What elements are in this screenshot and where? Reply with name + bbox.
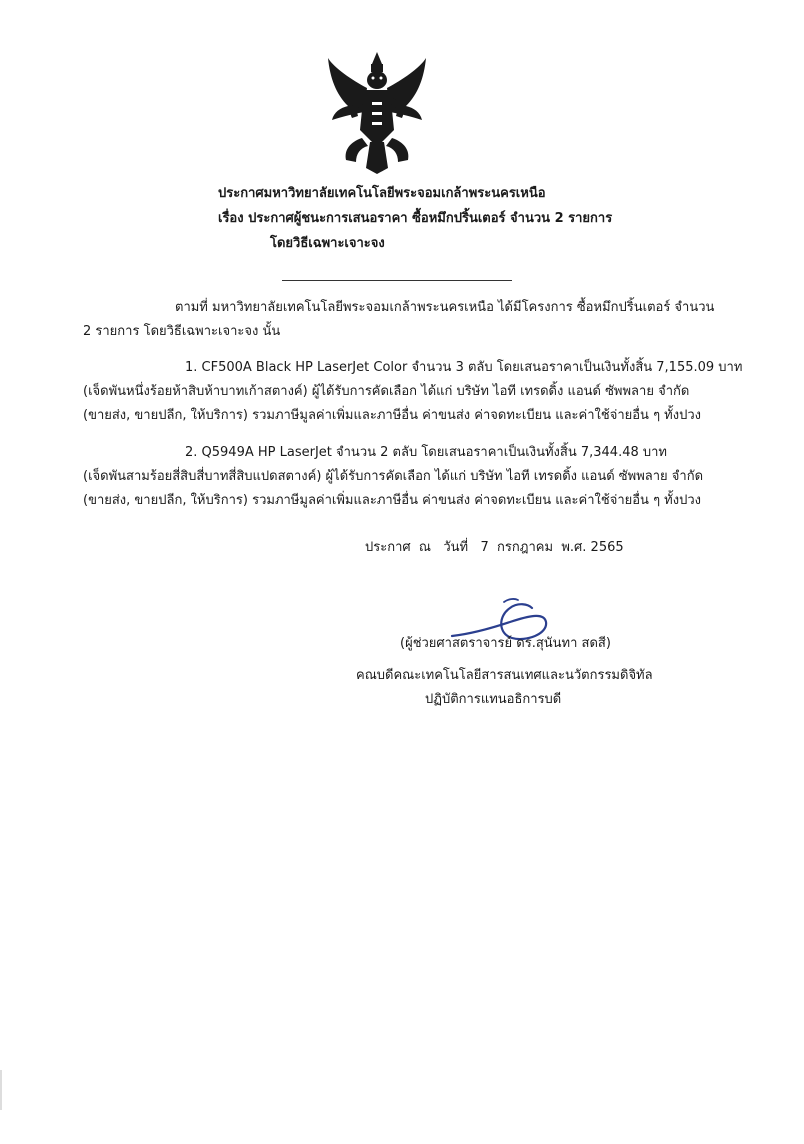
item-1-line-2: (เจ็ดพันหนึ่งร้อยห้าสิบห้าบาทเก้าสตางค์) ผู้ได้รับการคัดเลือก ได้แก่ บริษัท ไอที เทรดดิ้ง แอนด์ ซัพพลาย จำกัด xyxy=(83,384,690,399)
item-1-line-1: 1. CF500A Black HP LaserJet Color จำนวน 3 ตลับ โดยเสนอราคาเป็นเงินทั้งสิ้น 7,155.09 บาท xyxy=(185,360,743,375)
announcement-date: ประกาศ ณ วันที่ 7 กรกฎาคม พ.ศ. 2565 xyxy=(365,540,624,555)
item-1-line-3: (ขายส่ง, ขายปลีก, ให้บริการ) รวมภาษีมูลค่าเพิ่มและภาษีอื่น ค่าขนส่ง ค่าจดทะเบียน และค่าใช้จ่ายอื่น ๆ ทั้งปวง xyxy=(83,408,701,423)
header-method: โดยวิธีเฉพาะเจาะจง xyxy=(270,236,385,251)
item-2-line-2: (เจ็ดพันสามร้อยสี่สิบสี่บาทสี่สิบแปดสตางค์) ผู้ได้รับการคัดเลือก ได้แก่ บริษัท ไอที เทรดดิ้ง แอนด์ ซัพพลาย จำกัด xyxy=(83,469,704,484)
item-2-line-1: 2. Q5949A HP LaserJet จำนวน 2 ตลับ โดยเสนอราคาเป็นเงินทั้งสิ้น 7,344.48 บาท xyxy=(185,445,667,460)
signatory-acting-position: ปฏิบัติการแทนอธิการบดี xyxy=(425,692,562,707)
intro-line-2: 2 รายการ โดยวิธีเฉพาะเจาะจง นั้น xyxy=(83,324,281,339)
header-title: ประกาศมหาวิทยาลัยเทคโนโลยีพระจอมเกล้าพระนครเหนือ xyxy=(218,186,546,201)
garuda-emblem-icon xyxy=(322,50,432,175)
intro-line-1: ตามที่ มหาวิทยาลัยเทคโนโลยีพระจอมเกล้าพระนครเหนือ ได้มีโครงการ ซื้อหมึกปริ้นเตอร์ จำนวน xyxy=(175,300,715,315)
header-divider xyxy=(282,280,512,281)
signatory-position: คณบดีคณะเทคโนโลยีสารสนเทศและนวัตกรรมดิจิทัล xyxy=(356,668,653,683)
signatory-name: (ผู้ช่วยศาสตราจารย์ ดร.สุนันทา สดสี) xyxy=(400,636,611,651)
scan-edge-mark xyxy=(0,1070,2,1110)
header-subject: เรื่อง ประกาศผู้ชนะการเสนอราคา ซื้อหมึกปริ้นเตอร์ จำนวน 2 รายการ xyxy=(218,211,613,226)
item-2-line-3: (ขายส่ง, ขายปลีก, ให้บริการ) รวมภาษีมูลค่าเพิ่มและภาษีอื่น ค่าขนส่ง ค่าจดทะเบียน และค่าใช้จ่ายอื่น ๆ ทั้งปวง xyxy=(83,493,701,508)
